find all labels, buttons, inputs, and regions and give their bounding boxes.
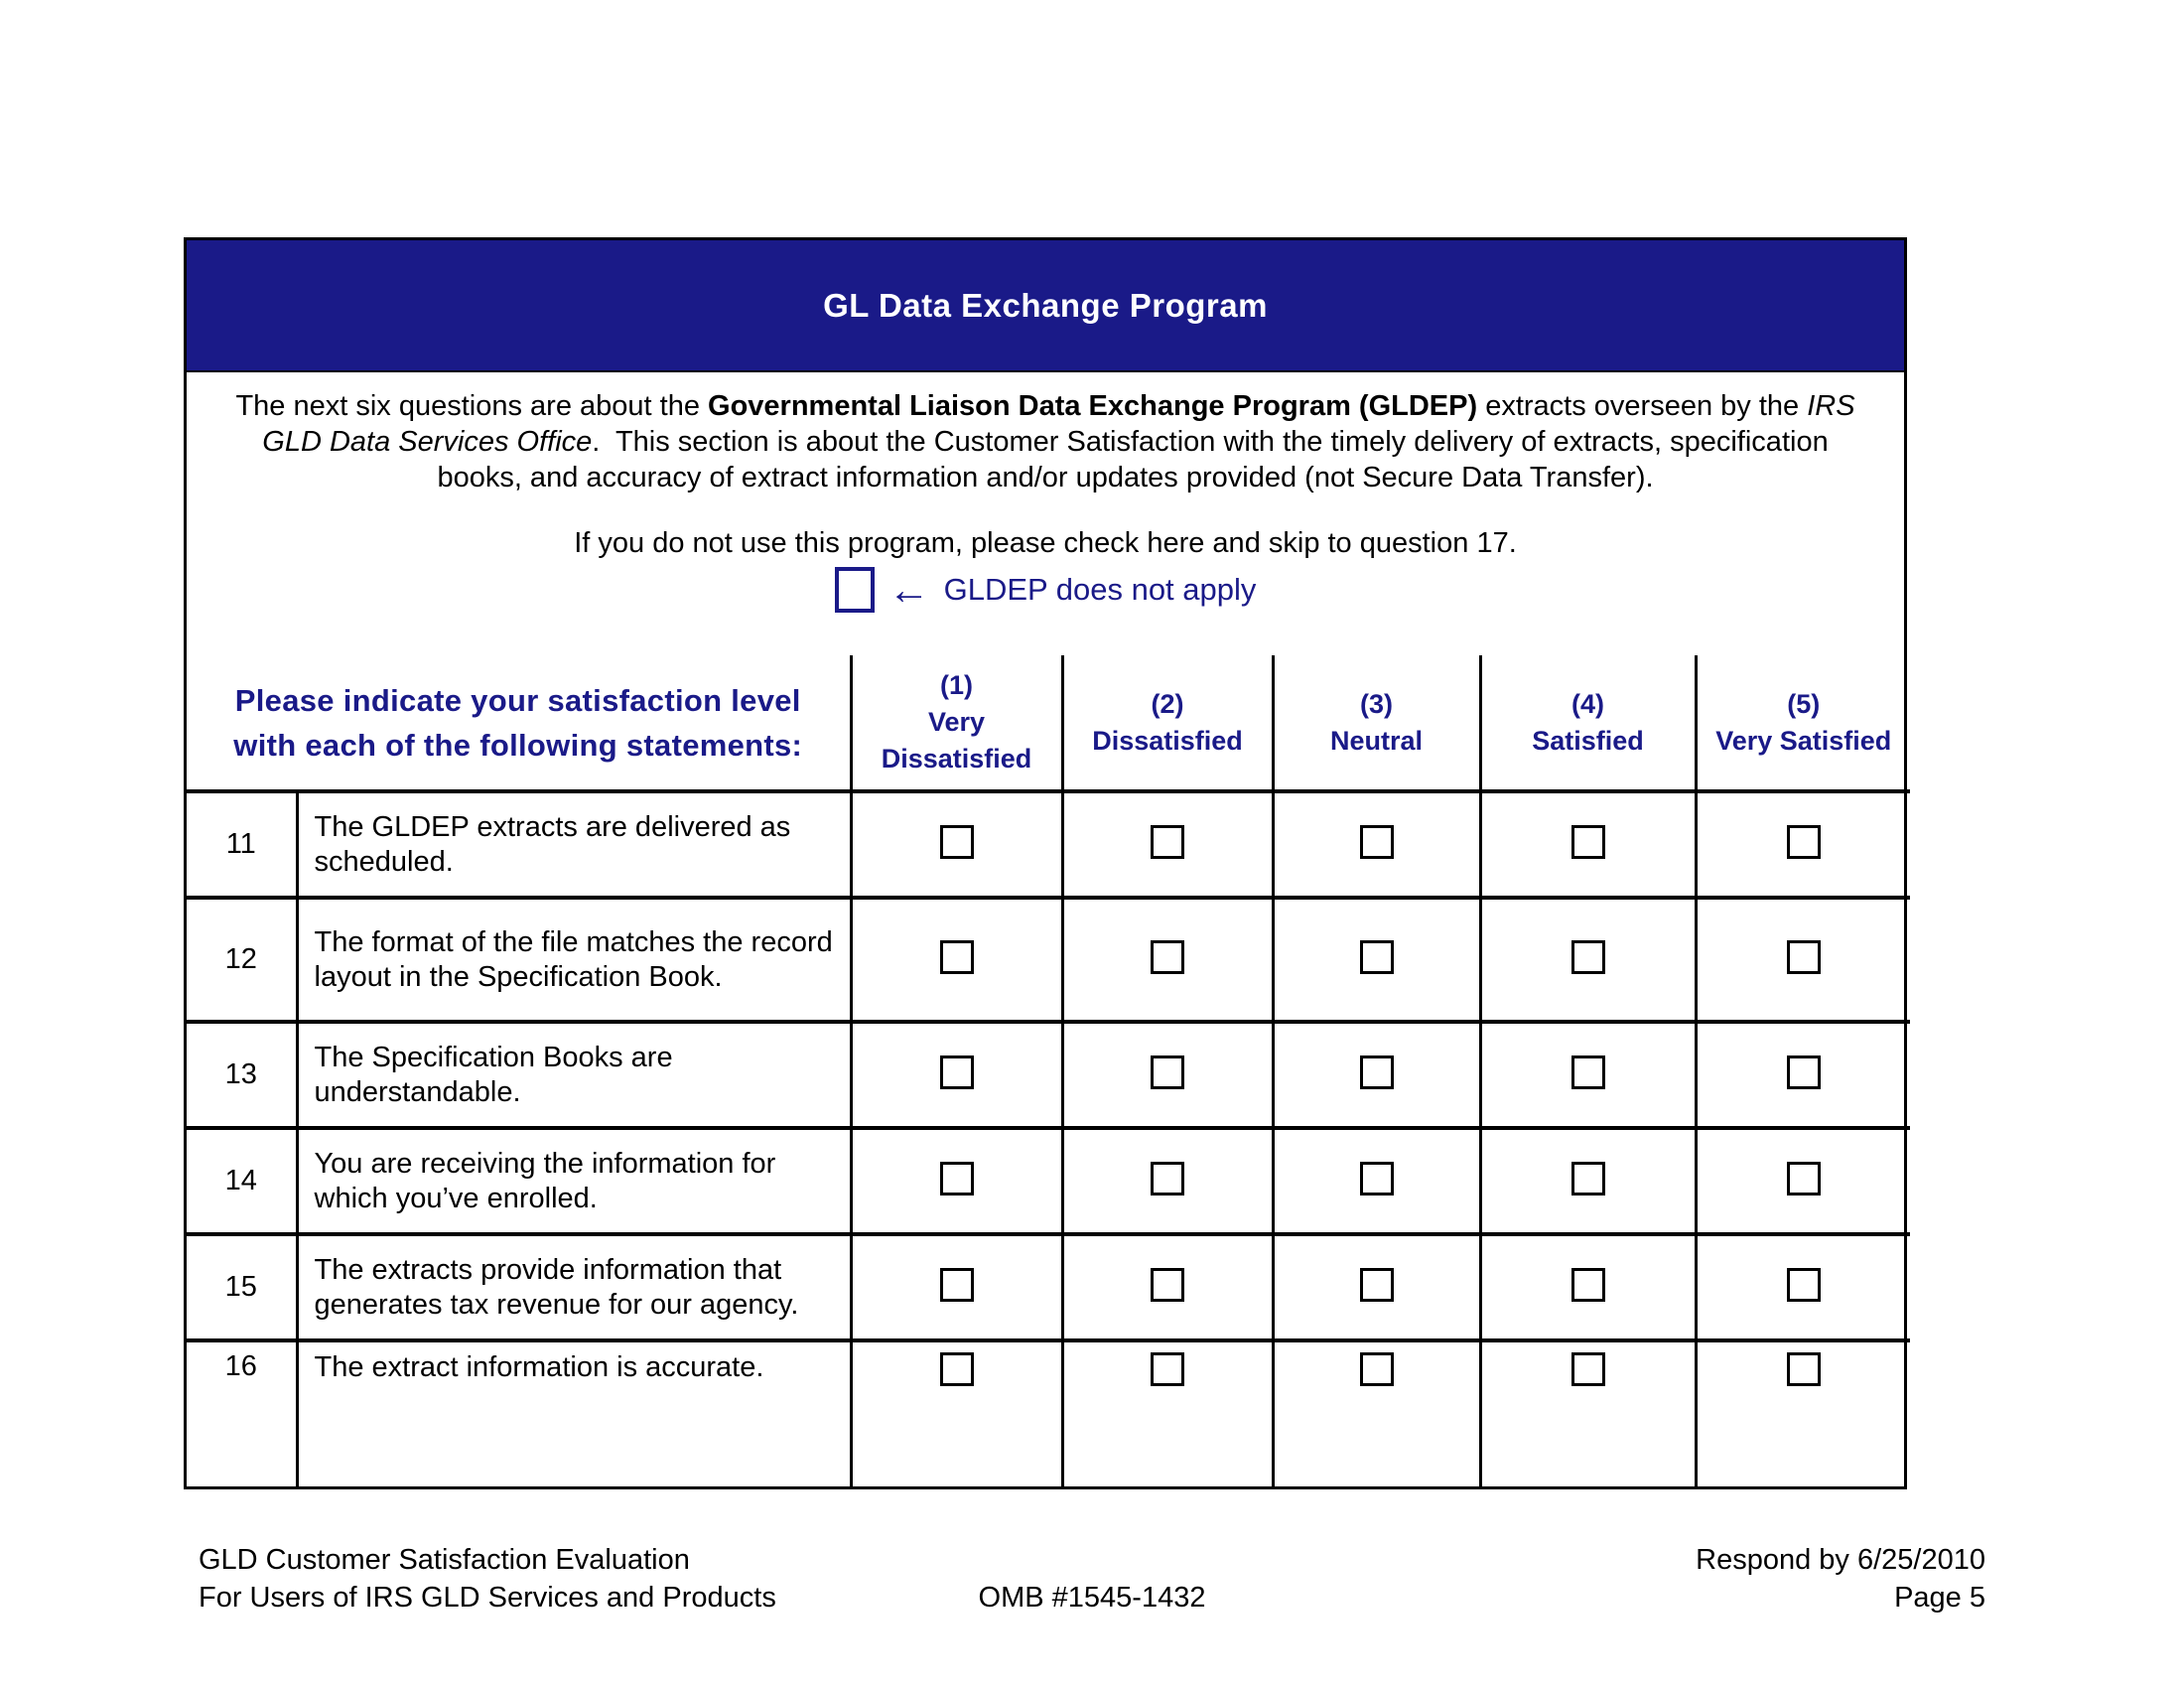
- rating-column-number: (4): [1571, 688, 1604, 719]
- footer-omb-number: OMB #1545-1432: [978, 1582, 1206, 1614]
- response-cell: [1273, 1022, 1480, 1128]
- question-statement: You are receiving the information for which you’ve enrolled.: [297, 1128, 851, 1234]
- checkbox-q15-rating-1[interactable]: [940, 1268, 974, 1302]
- response-cell: [1480, 1128, 1696, 1234]
- rating-column-number: (2): [1151, 688, 1184, 719]
- table-prompt: Please indicate your satisfaction level with each of the following statements:: [187, 655, 851, 791]
- rating-column-label: Satisfied: [1532, 725, 1644, 756]
- footer-doc-title: GLD Customer Satisfaction Evaluation: [199, 1544, 690, 1576]
- checkbox-q12-rating-1[interactable]: [940, 940, 974, 974]
- intro-paragraph: [216, 388, 1874, 495]
- response-cell: [851, 1340, 1062, 1486]
- footer-right: [1696, 1541, 1985, 1617]
- intro-paragraph-segment: IRS GLD Data Services Office: [262, 390, 1855, 458]
- checkbox-q16-rating-3[interactable]: [1360, 1352, 1394, 1386]
- question-number: 12: [187, 898, 297, 1022]
- checkbox-q16-rating-2[interactable]: [1151, 1352, 1184, 1386]
- optout-row: [187, 565, 1904, 615]
- checkbox-q13-rating-5[interactable]: [1787, 1055, 1821, 1089]
- rating-column-header: [1696, 655, 1910, 791]
- response-cell: [1696, 1128, 1910, 1234]
- checkbox-q13-rating-1[interactable]: [940, 1055, 974, 1089]
- rating-column-number: (1): [940, 670, 973, 700]
- table-row: [187, 1340, 1910, 1486]
- checkbox-q14-rating-5[interactable]: [1787, 1162, 1821, 1196]
- response-cell: [1273, 791, 1480, 898]
- response-cell: [1062, 1022, 1273, 1128]
- table-row: [187, 1022, 1910, 1128]
- satisfaction-table: [187, 655, 1910, 1486]
- question-number: 15: [187, 1234, 297, 1340]
- checkbox-q13-rating-4[interactable]: [1571, 1055, 1605, 1089]
- response-cell: [1062, 1340, 1273, 1486]
- section-title: GL Data Exchange Program: [823, 286, 1268, 324]
- response-cell: [1062, 791, 1273, 898]
- checkbox-q12-rating-3[interactable]: [1360, 940, 1394, 974]
- response-cell: [851, 898, 1062, 1022]
- table-row: [187, 1128, 1910, 1234]
- response-cell: [1273, 1234, 1480, 1340]
- table-header-row: [187, 655, 1910, 791]
- rating-column-label: Very Satisfied: [1715, 725, 1892, 756]
- section-title-bar: [187, 240, 1904, 372]
- checkbox-q12-rating-5[interactable]: [1787, 940, 1821, 974]
- intro-paragraph-segment: Governmental Liaison Data Exchange Program (GLDEP): [708, 390, 1478, 422]
- checkbox-q16-rating-1[interactable]: [940, 1352, 974, 1386]
- checkbox-q11-rating-1[interactable]: [940, 825, 974, 859]
- question-statement: The format of the file matches the record layout in the Specification Book.: [297, 898, 851, 1022]
- rating-column-header: [1062, 655, 1273, 791]
- page-footer: [199, 1541, 1985, 1620]
- response-cell: [851, 1234, 1062, 1340]
- response-cell: [1480, 898, 1696, 1022]
- response-cell: [851, 791, 1062, 898]
- skip-instruction: If you do not use this program, please check here and skip to question 17.: [574, 527, 1517, 559]
- response-cell: [851, 1022, 1062, 1128]
- footer-page-number: Page 5: [1894, 1582, 1985, 1614]
- rating-column-header: [1273, 655, 1480, 791]
- response-cell: [1273, 1128, 1480, 1234]
- response-cell: [1480, 791, 1696, 898]
- checkbox-q15-rating-2[interactable]: [1151, 1268, 1184, 1302]
- checkbox-q14-rating-4[interactable]: [1571, 1162, 1605, 1196]
- left-arrow-icon: ←: [887, 566, 930, 613]
- footer-respond-by: Respond by 6/25/2010: [1696, 1544, 1985, 1576]
- question-statement: The extracts provide information that generates tax revenue for our agency.: [297, 1234, 851, 1340]
- checkbox-q15-rating-4[interactable]: [1571, 1268, 1605, 1302]
- checkbox-q11-rating-4[interactable]: [1571, 825, 1605, 859]
- response-cell: [1696, 1340, 1910, 1486]
- response-cell: [1062, 1234, 1273, 1340]
- survey-form: [184, 237, 1907, 1489]
- checkbox-q14-rating-1[interactable]: [940, 1162, 974, 1196]
- checkbox-q11-rating-3[interactable]: [1360, 825, 1394, 859]
- checkbox-q12-rating-4[interactable]: [1571, 940, 1605, 974]
- intro-paragraph-segment: extracts overseen by the: [1477, 390, 1808, 422]
- checkbox-q15-rating-3[interactable]: [1360, 1268, 1394, 1302]
- rating-column-number: (3): [1360, 688, 1393, 719]
- table-row: [187, 791, 1910, 898]
- question-number: 16: [187, 1340, 297, 1486]
- gldep-not-apply-checkbox[interactable]: [835, 567, 875, 613]
- response-cell: [1273, 1340, 1480, 1486]
- checkbox-q16-rating-4[interactable]: [1571, 1352, 1605, 1386]
- intro-paragraph-segment: . This section is about the Customer Satisfaction with the timely delivery of extracts, specification books, and accuracy of extract information and/or updates provided (not Secure Data Transfer).: [437, 426, 1829, 493]
- question-statement: The Specification Books are understandable.: [297, 1022, 851, 1128]
- intro-paragraph-segment: The next six questions are about the: [235, 390, 709, 422]
- response-cell: [1696, 1022, 1910, 1128]
- response-cell: [1480, 1340, 1696, 1486]
- response-cell: [1696, 1234, 1910, 1340]
- response-cell: [1480, 1234, 1696, 1340]
- rating-column-label: Dissatisfied: [1092, 725, 1243, 756]
- rating-column-label: Neutral: [1329, 725, 1424, 756]
- rating-column-header: [851, 655, 1062, 791]
- question-number: 14: [187, 1128, 297, 1234]
- checkbox-q12-rating-2[interactable]: [1151, 940, 1184, 974]
- question-number: 11: [187, 791, 297, 898]
- footer-doc-subtitle: For Users of IRS GLD Services and Products: [199, 1582, 776, 1614]
- response-cell: [1273, 898, 1480, 1022]
- response-cell: [1062, 898, 1273, 1022]
- intro-section: [187, 372, 1904, 655]
- table-row: [187, 898, 1910, 1022]
- response-cell: [1062, 1128, 1273, 1234]
- optout-label: GLDEP does not apply: [943, 572, 1257, 607]
- checkbox-q14-rating-2[interactable]: [1151, 1162, 1184, 1196]
- checkbox-q13-rating-3[interactable]: [1360, 1055, 1394, 1089]
- response-cell: [851, 1128, 1062, 1234]
- checkbox-q16-rating-5[interactable]: [1787, 1352, 1821, 1386]
- question-statement: The extract information is accurate.: [297, 1340, 851, 1486]
- checkbox-q15-rating-5[interactable]: [1787, 1268, 1821, 1302]
- question-statement: The GLDEP extracts are delivered as scheduled.: [297, 791, 851, 898]
- table-row: [187, 1234, 1910, 1340]
- checkbox-q13-rating-2[interactable]: [1151, 1055, 1184, 1089]
- checkbox-q11-rating-2[interactable]: [1151, 825, 1184, 859]
- response-cell: [1480, 1022, 1696, 1128]
- rating-column-label: Very Dissatisfied: [881, 707, 1032, 774]
- checkbox-q11-rating-5[interactable]: [1787, 825, 1821, 859]
- rating-column-number: (5): [1787, 688, 1821, 719]
- question-number: 13: [187, 1022, 297, 1128]
- response-cell: [1696, 791, 1910, 898]
- checkbox-q14-rating-3[interactable]: [1360, 1162, 1394, 1196]
- response-cell: [1696, 898, 1910, 1022]
- rating-column-header: [1480, 655, 1696, 791]
